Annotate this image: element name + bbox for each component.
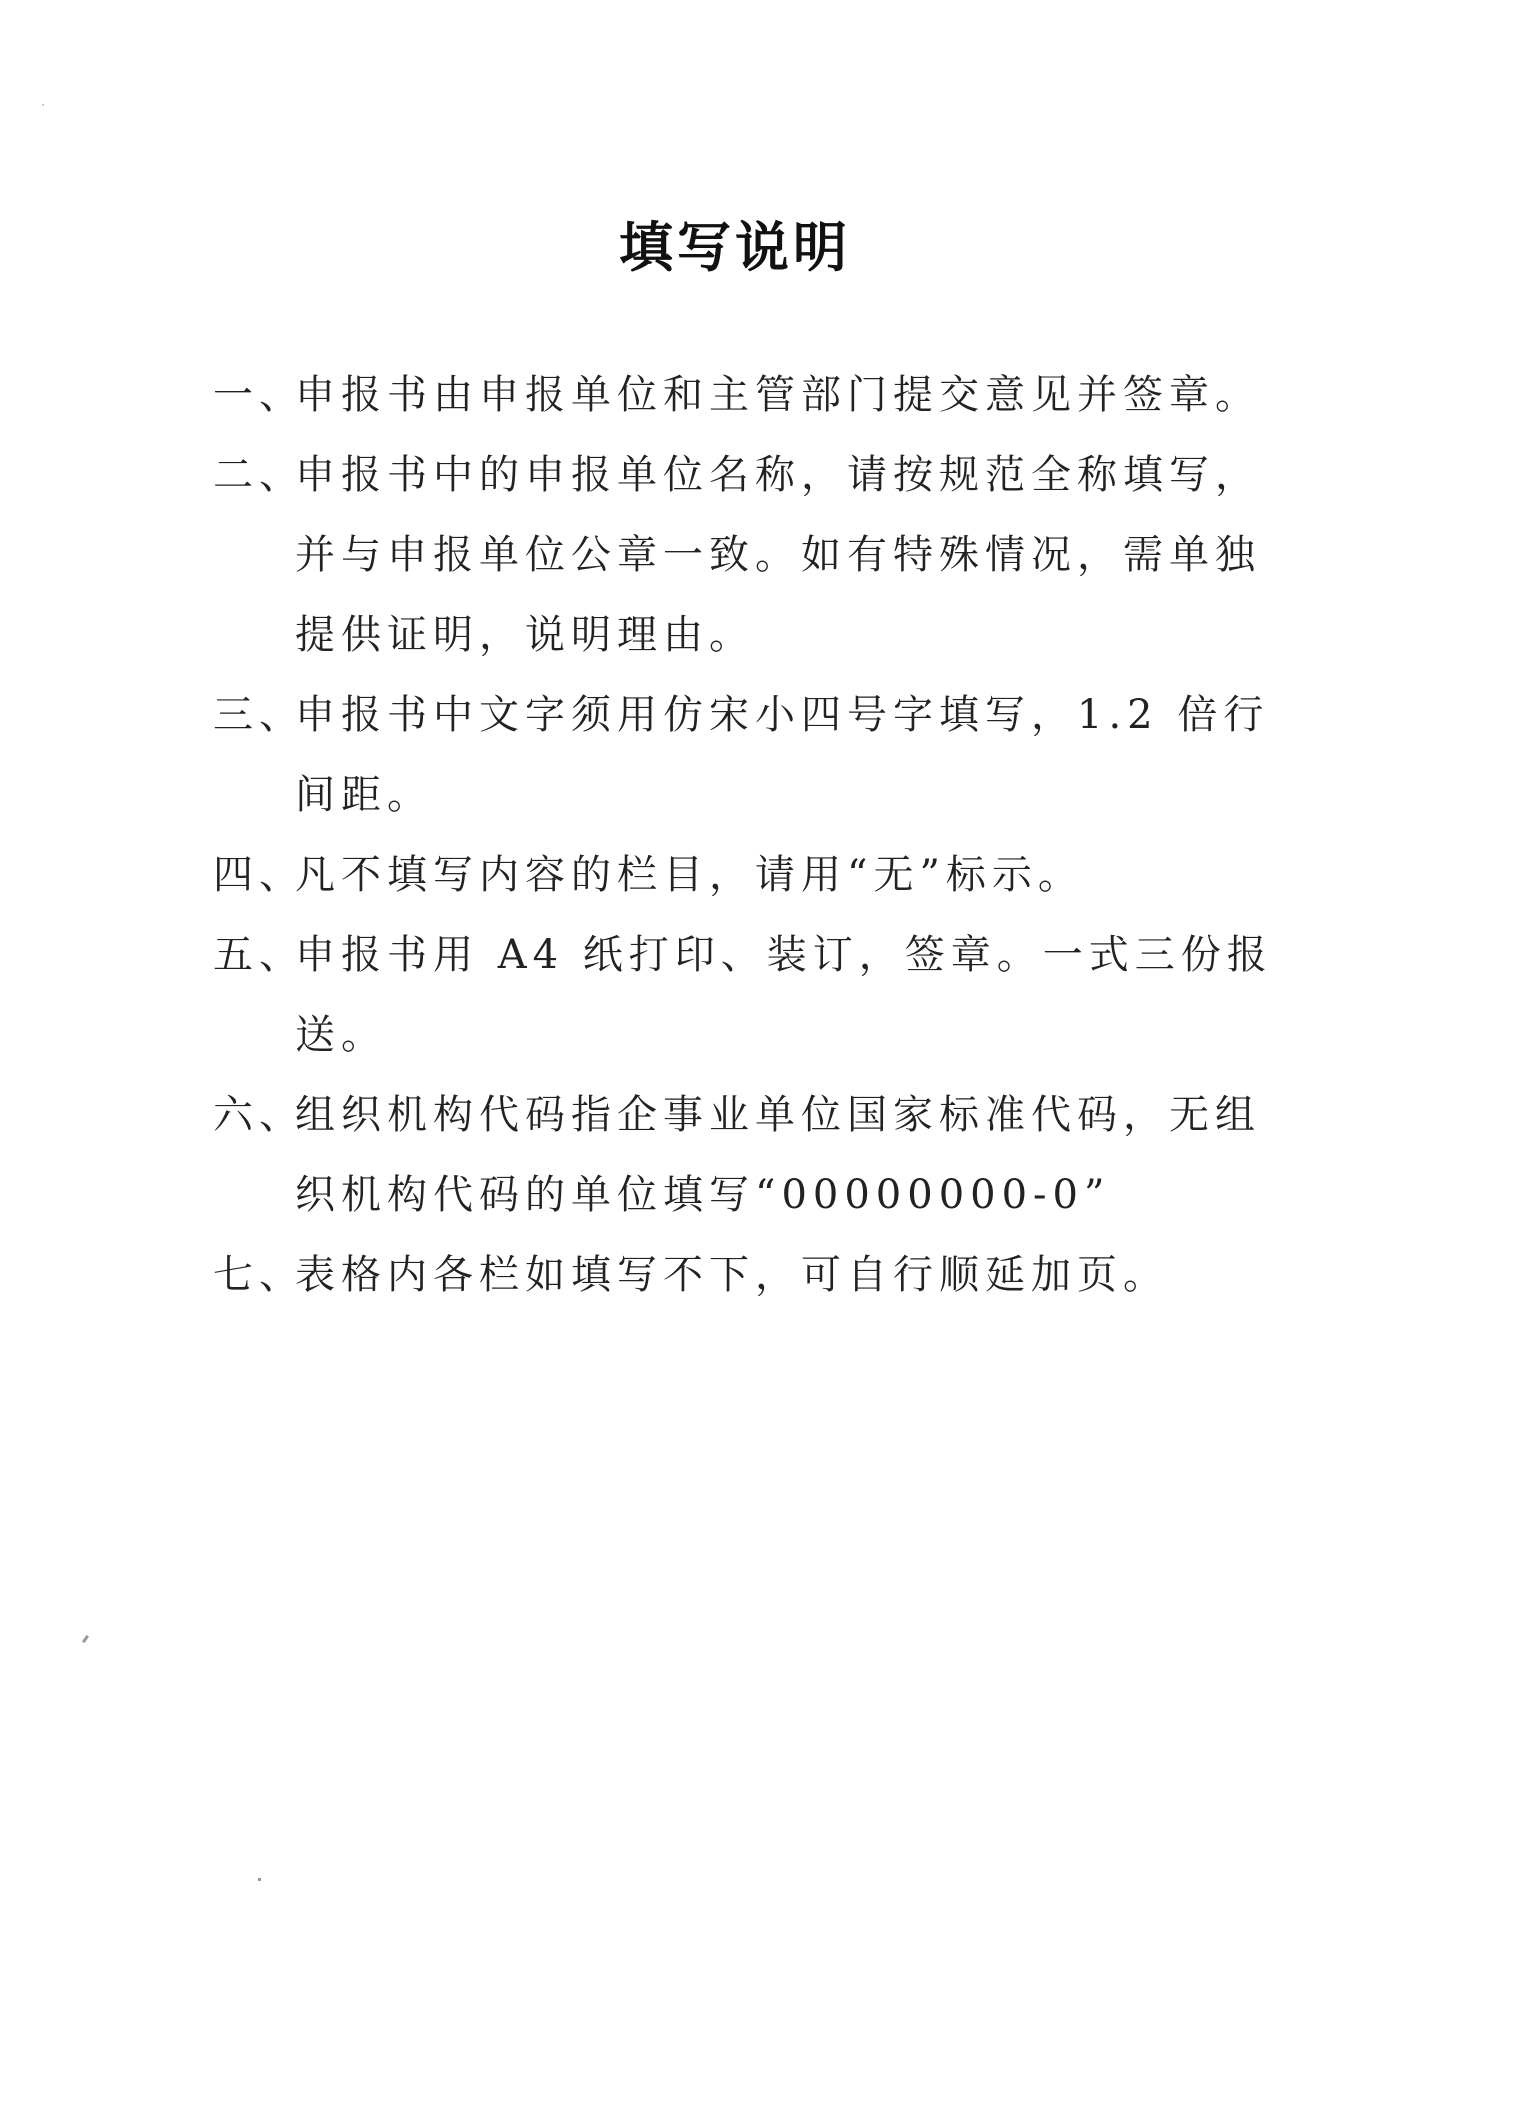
item-text: 申报书由申报单位和主管部门提交意见并签章。 [295, 372, 1261, 418]
item-text: 申报书中文字须用仿宋小四号字填写，1.2 倍行间距。 [295, 692, 1270, 818]
scan-speck [42, 104, 44, 106]
list-item [213, 675, 1273, 835]
list-item [213, 835, 1273, 915]
instruction-list [213, 355, 1273, 1315]
item-number: 一、 [213, 372, 305, 418]
list-item [213, 435, 1273, 675]
item-number: 七、 [213, 1252, 305, 1298]
scan-speck [258, 1878, 261, 1881]
item-text: 凡不填写内容的栏目，请用“无”标示。 [295, 852, 1084, 898]
item-text: 申报书中的申报单位名称，请按规范全称填写，并与申报单位公章一致。如有特殊情况，需单独提供证明，说明理由。 [295, 452, 1261, 658]
list-item [213, 915, 1273, 1075]
item-number: 五、 [213, 932, 305, 978]
item-text: 组织机构代码指企事业单位国家标准代码，无组织机构代码的单位填写“00000000-0” [295, 1092, 1261, 1218]
item-text: 表格内各栏如填写不下，可自行顺延加页。 [295, 1252, 1169, 1298]
list-item [213, 1235, 1273, 1315]
item-number: 六、 [213, 1092, 305, 1138]
item-number: 二、 [213, 452, 305, 498]
list-item [213, 355, 1273, 435]
item-number: 三、 [213, 692, 305, 738]
item-text: 申报书用 A4 纸打印、装订，签章。一式三份报送。 [295, 932, 1273, 1058]
page-title: 填写说明 [619, 215, 851, 279]
scan-speck [82, 1635, 89, 1643]
item-number: 四、 [213, 852, 305, 898]
list-item [213, 1075, 1273, 1235]
